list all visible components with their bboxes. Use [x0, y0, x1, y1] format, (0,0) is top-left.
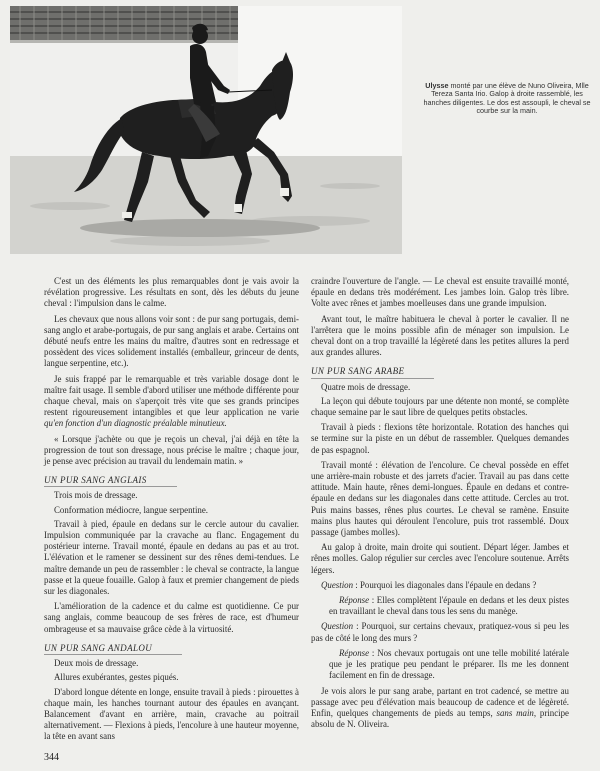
paragraph: L'amélioration de la cadence et du calme est quotidienne. Ce pur sang anglais, comme beaucoup de ses frères de race, est d'humeur ombrageuse et sa mauvaise grâce cède à la virtuosité.	[44, 601, 299, 634]
paragraph: La leçon qui débute toujours par une détente non monté, se complète chaque semaine par le saut libre de quelques petits obstacles.	[311, 395, 569, 418]
paragraph: C'est un des éléments les plus remarquables dont je vais avoir la révélation progressive. Les résultats en sont, dès les débuts du jeune cheval : l'impulsion dans le calme.	[44, 276, 299, 309]
horse-photo	[10, 6, 402, 254]
paragraph: Quatre mois de dressage.	[321, 381, 411, 392]
paragraph: Travail à pieds : flexions tête horizontale. Rotation des hanches qui se termine sur la piste en un début de rassembler. Quelques demandes de pas espagnol.	[311, 422, 569, 455]
answer	[329, 648, 569, 682]
paragraph-text: Je suis frappé par le remarquable et très variable dosage dont le maître fait usage. Il semble d'abord utiliser une méthode différente pour chaque cheval, mais on s'aperçoit très vite que ses grands principes restent rigoureusement intangibles et que leur application ne varie	[44, 373, 299, 418]
paragraph: Au galop à droite, main droite qui soutient. Départ léger. Jambes et rênes molles. Galop régulier sur cercles avec l'encolure soutenue. Arrêts légers.	[311, 542, 569, 575]
paragraph	[44, 374, 299, 430]
question-text: : Pourquoi les diagonales dans l'épaule en dedans ?	[353, 579, 537, 590]
answer	[329, 595, 569, 617]
section-heading-andalou: UN PUR SANG ANDALOU	[44, 643, 182, 655]
answer-label: Réponse	[339, 647, 370, 658]
paragraph: craindre l'ouverture de l'angle. — Le cheval est ensuite travaillé monté, épaule en dedans très modérément. Les jambes loin. Galop très libre. Volte avec rênes et jambes moelleuses dans une grande impulsion.	[311, 276, 569, 309]
caption-text: monté par une élève de Nuno Oliveira, Mlle Tereza Santa Irio. Galop à droite rassemblé, les hanches diligentes. Le dos est assoupli, le cheval se courbe sur la main.	[423, 81, 591, 116]
paragraph: Conformation médiocre, langue serpentine.	[54, 504, 209, 515]
section-heading-arabe: UN PUR SANG ARABE	[311, 366, 434, 378]
page-number: 344	[44, 752, 59, 763]
paragraph: Travail à pied, épaule en dedans sur le cercle autour du cavalier. Impulsion communiquée par la cravache au flanc. Engagement du postérieur interne. Travail monté, épaule en dedans au pas et au trot. L'élévation et le ramener se dessinent sur des rênes demi-tendues. Le maître demande un peu de rassembler : le cheval se contracte, la langue passe et la queue fouaille. Galop à faux et premier changement de pieds sur les diagonales.	[44, 518, 299, 597]
question-label: Question	[321, 579, 354, 590]
paragraph: Les chevaux que nous allons voir sont : de pur sang portugais, demi-sang anglo et arabe-portugais, de pur sang anglais et arabe. Certains ont débuté neufs entre les mains du maître, d'autres sont en redressage et possèdent des vices solidement installés (emballeur, grinceur de dents, langue serpentine, etc.).	[44, 313, 299, 369]
right-column	[311, 276, 569, 734]
emphasis-text: qu'en fonction d'un diagnostic préalable minutieux.	[44, 418, 227, 429]
paragraph-text: , principe absolu de N. Oliveira.	[311, 707, 569, 730]
question	[311, 580, 569, 591]
paragraph: Deux mois de dressage.	[54, 658, 139, 669]
question-label: Question	[321, 621, 354, 632]
paragraph: Travail monté : élévation de l'encolure. Ce cheval possède en effet une arrière-main robuste et des jarrets d'acier. Travail au pas dans cette attitude. Main haute, rênes demi-longues. Épaule en dedans et contre-épaule en dedans sur les diagonales dans cette attitude. Cercles au trot. Puis mains basses, rênes plus courtes. Le cheval se ramène. Ensuite mains plus hautes qui déroulent l'encolure, puis trot rassemblé. Doux passage (jambes molles).	[311, 459, 569, 538]
emphasis-text: sans main	[496, 707, 534, 718]
section-heading-anglais: UN PUR SANG ANGLAIS	[44, 475, 177, 487]
answer-text: : Elles complètent l'épaule en dedans et les deux pistes en travaillant le cheval dans tous les sens du manège.	[329, 595, 569, 617]
horse-rider-illustration	[10, 6, 402, 254]
paragraph: Trois mois de dressage.	[54, 490, 138, 501]
paragraph: Allures exubérantes, gestes piqués.	[54, 672, 179, 683]
left-column	[44, 276, 299, 747]
paragraph	[311, 686, 569, 731]
paragraph-text: Je vois alors le pur sang arabe, partant en trot cadencé, se mettre au passage avec peu d'élévation mais beaucoup de cadence et de légèreté. Enfin, quelques changements de pieds au temps,	[311, 685, 569, 718]
paragraph: D'abord longue détente en longe, ensuite travail à pieds : pirouettes à chaque main, les hanches tournant autour des épaules en avançant. Balancement d'avant en arrière, main, cravache au poitrail alternativement. — Flexions à pieds, l'encolure à une hauteur moyenne, la tête en avant sans	[44, 686, 299, 742]
answer-text: : Nos chevaux portugais ont une telle mobilité latérale que je les pratique peu pendant le préparer. Ils me les donnent facilement en fin de dressage.	[329, 647, 569, 681]
paragraph: Avant tout, le maître habituera le cheval à porter le cavalier. Il ne l'arrêtera que le moins possible afin de ménager son impulsion. Le cheval dont on a trop travaillé la légèreté dans les petites allures la perd aux grandes allures.	[311, 313, 569, 358]
answer-label: Réponse	[339, 595, 370, 606]
question	[311, 621, 569, 643]
quote-paragraph: « Lorsque j'achète ou que je reçois un cheval, j'ai déjà en tête la progression de tout son dressage, nous précise le maître ; chaque jour, je pense avec précision au travail du lendemain matin. »	[44, 433, 299, 467]
question-text: : Pourquoi, sur certains chevaux, pratiquez-vous si peu les pas de côté le long des murs ?	[311, 621, 569, 643]
photo-caption	[423, 82, 591, 116]
caption-horse-name: Ulysse	[425, 81, 449, 90]
